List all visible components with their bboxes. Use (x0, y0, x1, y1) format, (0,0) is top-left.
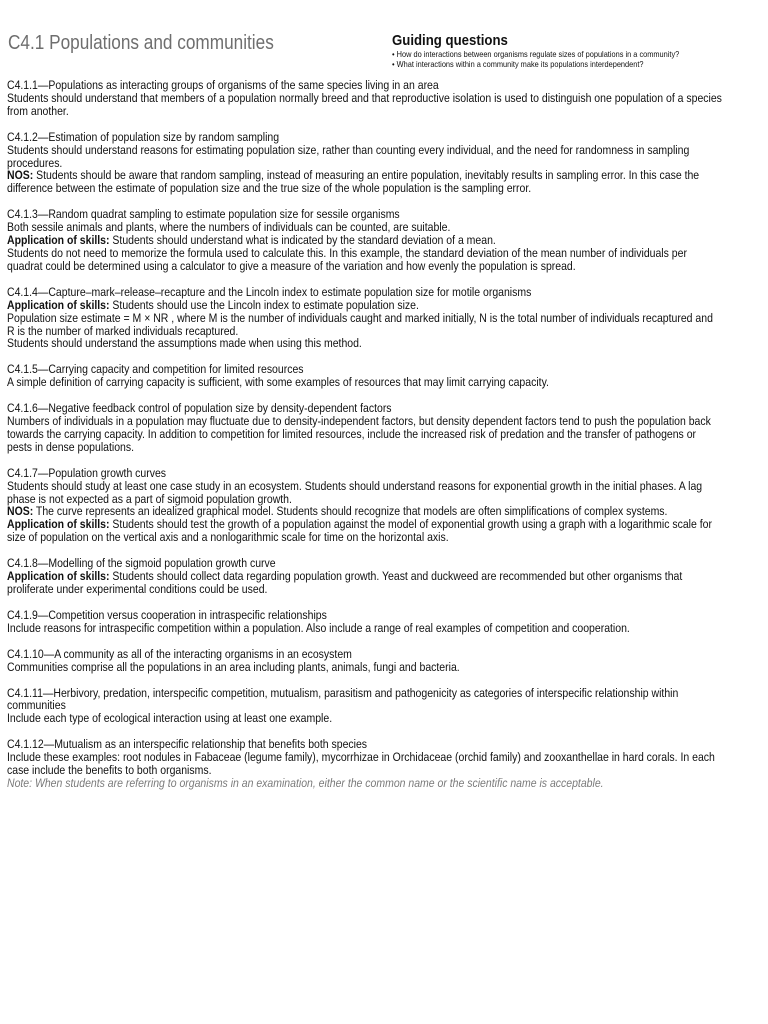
section-line: Numbers of individuals in a population may fluctuate due to density-independent factors, but density dependent factors tend to push the population back (7, 414, 711, 429)
section-heading: C4.1.4—Capture–mark–release–recapture and the Lincoln index to estimate population size for motile organisms (7, 284, 532, 299)
line-text: Students should test the growth of a population against the model of exponential growth using a graph with a logarithmic scale for (109, 517, 712, 532)
section-c4-1-1 (7, 79, 764, 118)
section-heading: C4.1.9—Competition versus cooperation in intraspecific relationships (7, 607, 327, 622)
section-line: procedures. (7, 155, 63, 170)
section-line: pests in dense populations. (7, 439, 135, 454)
section-line: phase is not expected as a part of sigmoid population growth. (7, 491, 292, 506)
section-line: R is the number of marked individuals recaptured. (7, 323, 239, 338)
bold-label: Application of skills: (7, 517, 110, 532)
section-c4-1-11 (7, 687, 764, 726)
section-c4-1-6 (7, 402, 764, 454)
section-line: Students should understand reasons for estimating population size, rather than counting every individual, and the need for randomness in sampling (7, 142, 690, 157)
section-line: Students should understand the assumptions made when using this method. (7, 336, 362, 351)
section-c4-1-2 (7, 131, 764, 196)
section-c4-1-4 (7, 286, 764, 351)
section-c4-1-10 (7, 648, 764, 674)
section-line: from another. (7, 103, 69, 118)
bold-label: Application of skills: (7, 233, 110, 248)
bold-label: NOS: (7, 168, 34, 183)
section-c4-1-12 (7, 738, 764, 790)
section-line: communities (7, 698, 66, 713)
page-title: C4.1 Populations and communities (8, 32, 274, 54)
section-line: Both sessile animals and plants, where the numbers of individuals can be counted, are suitable. (7, 220, 451, 235)
section-c4-1-8 (7, 557, 764, 596)
note-text: Note: When students are referring to organisms in an examination, either the common name or the scientific name is acceptable. (7, 775, 604, 790)
section-c4-1-7 (7, 467, 764, 544)
section-line: A simple definition of carrying capacity is sufficient, with some examples of resources that may limit carrying capacity. (7, 375, 549, 390)
line-text: Students should use the Lincoln index to estimate population size. (109, 297, 419, 312)
line-text: Students should understand what is indicated by the standard deviation of a mean. (109, 233, 496, 248)
section-line: difference between the estimate of population size and the true size of the whole population is the sampling error. (7, 181, 532, 196)
section-line: Students do not need to memorize the formula used to calculate this. In this example, the standard deviation of the mean number of individuals per (7, 245, 687, 260)
section-c4-1-3 (7, 208, 764, 273)
guiding-questions-title: Guiding questions (392, 32, 508, 49)
section-line: quadrat could be determined using a calculator to give a measure of the variation and how evenly the population is spread. (7, 258, 576, 273)
section-heading: C4.1.12—Mutualism as an interspecific relationship that benefits both species (7, 737, 368, 752)
section-heading: C4.1.7—Population growth curves (7, 465, 167, 480)
guiding-question: • How do interactions between organisms regulate sizes of populations in a community? (392, 49, 680, 59)
section-heading: C4.1.2—Estimation of population size by random sampling (7, 129, 280, 144)
section-heading: C4.1.8—Modelling of the sigmoid population growth curve (7, 556, 276, 571)
bold-label: Application of skills: (7, 297, 110, 312)
section-line: Students should study at least one case study in an ecosystem. Students should understand reasons for exponential growth in the initial phases. A lag (7, 478, 703, 493)
section-line (7, 299, 764, 312)
section-line: towards the carrying capacity. In addition to competition for limited resources, include the increased risk of predation and the transfer of pathogens or (7, 426, 697, 441)
section-line: Population size estimate = M × NR , where M is the number of individuals caught and marked initially, N is the total number of individuals recaptured and (7, 310, 713, 325)
guiding-question: • What interactions within a community make its populations interdependent? (392, 59, 644, 69)
section-c4-1-9 (7, 609, 764, 635)
bold-label: Application of skills: (7, 569, 110, 584)
section-line: Include each type of ecological interaction using at least one example. (7, 711, 333, 726)
section-line: case include the benefits to both organisms. (7, 763, 212, 778)
line-text: Students should collect data regarding population growth. Yeast and duckweed are recommended but other organisms that (109, 569, 683, 584)
section-heading: C4.1.11—Herbivory, predation, interspecific competition, mutualism, parasitism and pathogenicity as categories of interspecific relationship within (7, 685, 679, 700)
section-line: Include these examples: root nodules in Fabaceae (legume family), mycorrhizae in Orchidaceae (orchid family) and zooxanthellae in hard corals. In each (7, 750, 715, 765)
section-line: Communities comprise all the populations in an area including plants, animals, fungi and bacteria. (7, 659, 460, 674)
section-line: proliferate under experimental conditions could be used. (7, 582, 268, 596)
section-line: Students should understand that members of a population normally breed and that reproductive isolation is used to distinguish one population of a species (7, 90, 722, 105)
section-line: size of population on the vertical axis and a nonlogarithmic scale for time on the horizontal axis. (7, 530, 449, 545)
section-c4-1-5 (7, 363, 764, 389)
guiding-questions-box (392, 33, 768, 69)
bold-label: NOS: (7, 504, 34, 519)
section-heading: C4.1.1—Populations as interacting groups of organisms of the same species living in an area (7, 78, 439, 92)
line-text: The curve represents an idealized graphical model. Students should recognize that models are often simplifications of complex systems. (33, 504, 668, 519)
section-heading: C4.1.10—A community as all of the interacting organisms in an ecosystem (7, 646, 352, 661)
line-text: Students should be aware that random sampling, instead of measuring an entire population, inevitably results in sampling error. In this case the (33, 168, 700, 183)
section-line: Include reasons for intraspecific competition within a population. Also include a range of real examples of competition and cooperation. (7, 620, 630, 635)
section-heading: C4.1.6—Negative feedback control of population size by density-dependent factors (7, 401, 392, 416)
section-heading: C4.1.5—Carrying capacity and competition for limited resources (7, 362, 304, 377)
section-heading: C4.1.3—Random quadrat sampling to estimate population size for sessile organisms (7, 207, 400, 222)
syllabus-content (7, 79, 764, 803)
